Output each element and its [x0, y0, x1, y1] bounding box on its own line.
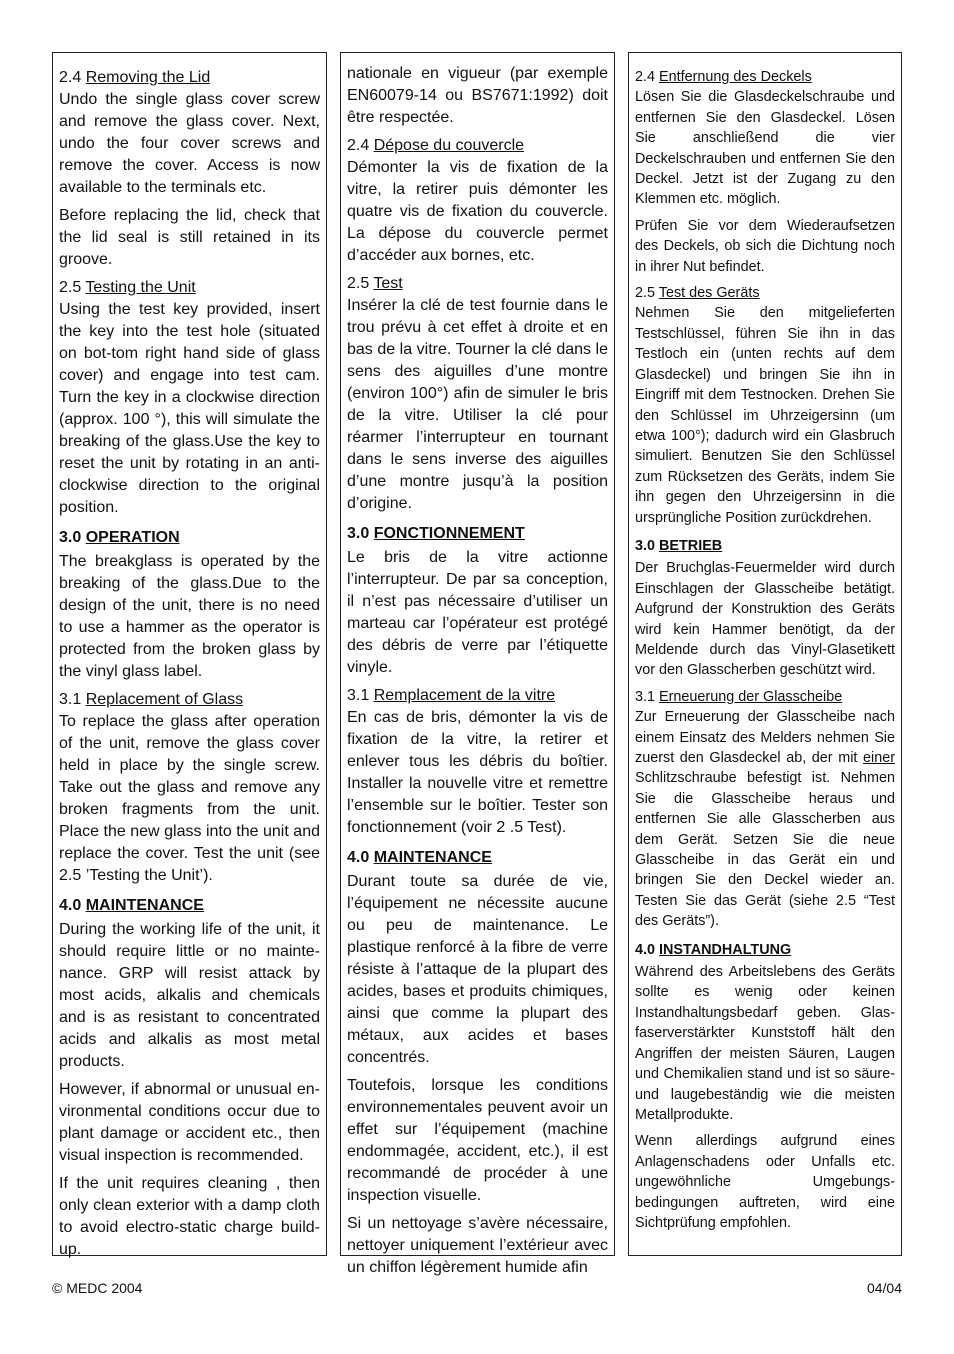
section-2-4-heading	[59, 67, 320, 89]
section-title: BETRIEB	[659, 537, 723, 554]
section-number: 2.5	[59, 279, 82, 296]
section-title: Testing the Unit	[85, 279, 196, 296]
section-3-1-heading	[347, 685, 608, 707]
section-title: Test des Geräts	[658, 285, 760, 302]
paragraph: Before replacing the lid, check that the lid seal is still retained in its groove.	[59, 207, 320, 268]
section-number: 3.0	[347, 525, 370, 542]
paragraph: Le bris de la vitre actionne l’interrupteur. De par sa conception, il n’est pas nécessaire d’utiliser un marteau car l’opérateur est protégé des débris de verre par l’étiquette vinyle.	[347, 549, 608, 676]
section-2-4-heading	[635, 67, 895, 87]
text-run: Zur Erneuerung der Glasscheibe nach einem Einsatz des Melders nehmen Sie zuerst den Glasdeckel ab, der mit	[635, 709, 895, 766]
paragraph: Nehmen Sie den mitgelieferten Testschlüssel, führen Sie ihn in das Testloch ein (unten rechts auf dem Glasdeckel) und bringen Sie ihn in Eingriff mit dem Testnocken. Drehen Sie den Schlüssel im Uhrzeigersinn (um etwa 100°); dadurch wird ein Glasbruch simuliert. Benutzen Sie den Schlüssel zum Rücksetzen des Geräts, indem Sie ihn gegen den Uhrzeigersinn in die ursprüngliche Position zurückdrehen.	[635, 305, 895, 526]
paragraph: Démonter la vis de fixation de la vitre, la retirer puis démonter les quatre vis de fixation du couvercle. La dépose du couvercle permet d’accéder aux bornes, etc.	[347, 159, 608, 264]
french-column	[340, 52, 615, 1276]
section-3-1-heading	[635, 687, 895, 707]
section-4-0-heading	[59, 895, 320, 917]
section-number: 2.4	[59, 69, 82, 86]
paragraph: Toutefois, lorsque les conditions environnementales peuvent avoir un effet sur l’équipement (machine endommagée, accident, etc.), il est recommandé de procéder à une inspection visuelle.	[347, 1077, 608, 1204]
section-title: Test	[373, 275, 403, 292]
german-column	[628, 52, 902, 1256]
section-4-0-heading	[635, 940, 895, 960]
paragraph: Lösen Sie die Glasdeckelschraube und entfernen Sie den Glasdeckel. Lösen Sie anschließend die vier Deckelschrauben und entfernen Sie den Deckel. Jetzt ist der Zugang zu den Klemmen etc. möglich.	[635, 89, 895, 208]
emphasized-word: einer	[863, 750, 895, 766]
section-number: 2.4	[347, 137, 370, 154]
paragraph: Si un nettoyage s’avère nécessaire, nettoyer uniquement l’extérieur avec un chiffon légèrement humide afin	[347, 1215, 608, 1276]
paragraph: However, if abnormal or unusual en-vironmental conditions occur due to plant damage or accident etc., then visual inspection is recommended.	[59, 1081, 320, 1164]
section-title: MAINTENANCE	[373, 849, 492, 866]
section-title: Replacement of Glass	[85, 691, 244, 708]
section-number: 3.0	[635, 537, 656, 554]
section-title: Erneuerung der Glasscheibe	[659, 688, 843, 705]
section-number: 4.0	[59, 897, 82, 914]
section-number: 3.0	[59, 529, 82, 546]
paragraph	[635, 707, 895, 931]
section-number: 2.5	[635, 285, 656, 302]
revision-date: 04/04	[866, 1280, 902, 1296]
section-2-5-heading	[347, 273, 608, 295]
section-2-5-heading	[59, 277, 320, 299]
section-title: MAINTENANCE	[85, 897, 204, 914]
section-title: Remplacement de la vitre	[373, 687, 556, 704]
section-3-0-heading	[59, 527, 320, 549]
paragraph: Using the test key provided, insert the key into the test hole (situated on bot-tom right hand side of glass cover) and engage into test cam. Turn the key in a clockwise direction (approx. 100 °), this will simulate the breaking of the glass.Use the key to reset the unit by rotating in an anti-clockwise direction to the original position.	[59, 301, 320, 516]
section-2-5-heading	[635, 283, 895, 303]
section-number: 2.5	[347, 275, 370, 292]
paragraph: Insérer la clé de test fournie dans le trou prévu à cet effet à droite et en bas de la vitre. Tourner la clé dans le sens des aiguilles d’une montre (environ 100°) afin de simuler le bris de la vitre. Utiliser la clé pour réarmer l’interrupteur en tournant dans le sens inverse des aiguilles d’une montre jusqu’à la position d’origine.	[347, 297, 608, 512]
english-column	[52, 52, 327, 1256]
text-run: Schlitzschraube befestigt ist. Nehmen Sie die Glasscheibe heraus und entfernen Sie alle Glasscherben aus dem Gerät. Setzen Sie die neue Glasscheibe in das Gerät ein und bringen Sie den Deckel wieder an. Testen Sie das Gerät (siehe 2.5 “Test des Geräts”).	[635, 770, 895, 930]
paragraph: En cas de bris, démonter la vis de fixation de la vitre, la retirer et enlever tous les débris du boîtier. Installer la nouvelle vitre et remettre l’ensemble sur le boîtier. Tester son fonctionnement (voir 2 .5 Test).	[347, 709, 608, 836]
paragraph: The breakglass is operated by the breaking of the glass.Due to the design of the unit, there is no need to use a hammer as the operator is protected from the broken glass by the vinyl glass label.	[59, 553, 320, 680]
section-title: Dépose du couvercle	[373, 137, 525, 154]
section-number: 2.4	[635, 69, 656, 85]
section-4-0-heading	[347, 847, 608, 869]
paragraph: Der Bruchglas-Feuermelder wird durch Einschlagen der Glasscheibe betätigt. Aufgrund der Konstruktion des Geräts wird kein Hammer benötigt, da der Meldende durch das Vinyl-Glasetikett vor den Glasscherben geschützt wird.	[635, 560, 895, 679]
section-title: INSTANDHALTUNG	[659, 941, 792, 958]
section-3-0-heading	[635, 536, 895, 556]
paragraph: Wenn allerdings aufgrund eines Anlagenschadens oder Unfalls etc. ungewöhnliche Umgebungs-bedingungen auftreten, wird eine Sichtprüfung empfohlen.	[635, 1133, 895, 1231]
section-number: 4.0	[635, 941, 656, 958]
copyright-notice: © MEDC 2004	[52, 1280, 143, 1296]
section-title: FONCTIONNEMENT	[373, 525, 525, 542]
paragraph: Während des Arbeitslebens des Geräts sollte es wenig oder keinen Instandhaltungsbedarf geben. Glas-faserverstärkter Kunststoff hält den Angriffen der meisten Säuren, Laugen und Chemikalien stand und ist so säure- und laugebeständig wie die meisten Metallprodukte.	[635, 964, 895, 1123]
paragraph: To replace the glass after operation of the unit, remove the glass cover held in place by the single screw. Take out the glass and remove any broken fragments from the unit. Place the new glass into the unit and replace the cover. Test the unit (see 2.5 ’Testing the Unit’).	[59, 713, 320, 884]
section-3-0-heading	[347, 523, 608, 545]
section-title: OPERATION	[85, 529, 180, 546]
section-2-4-heading	[347, 135, 608, 157]
paragraph: Prüfen Sie vor dem Wiederaufsetzen des Deckels, ob sich die Dichtung noch in ihrer Nut befindet.	[635, 217, 895, 275]
section-number: 4.0	[347, 849, 370, 866]
section-3-1-heading	[59, 689, 320, 711]
paragraph: Durant toute sa durée de vie, l’équipement ne nécessite aucune ou peu de maintenance. Le plastique renforcé à la fibre de verre résiste à l’attaque de la plupart des acides, bases et produits chimiques, ainsi que comme la plupart des métaux, aux acides et bases concentrés.	[347, 873, 608, 1066]
section-number: 3.1	[347, 687, 370, 704]
section-title: Removing the Lid	[85, 69, 211, 86]
section-number: 3.1	[59, 691, 82, 708]
section-title: Entfernung des Deckels	[659, 69, 812, 85]
section-number: 3.1	[635, 688, 656, 705]
paragraph: During the working life of the unit, it should require little or no mainte-nance. GRP will resist attack by most acids, alkalis and chemicals and is as resistant to concentrated acids and alkalis as most metal products.	[59, 921, 320, 1070]
paragraph: nationale en vigueur (par exemple EN60079-14 ou BS7671:1992) doit être respectée.	[347, 65, 608, 126]
paragraph: Undo the single glass cover screw and remove the glass cover. Next, undo the four cover screws and remove the cover. Access is now available to the terminals etc.	[59, 91, 320, 196]
paragraph: If the unit requires cleaning , then only clean exterior with a damp cloth to avoid electro-static charge build-up.	[59, 1175, 320, 1258]
